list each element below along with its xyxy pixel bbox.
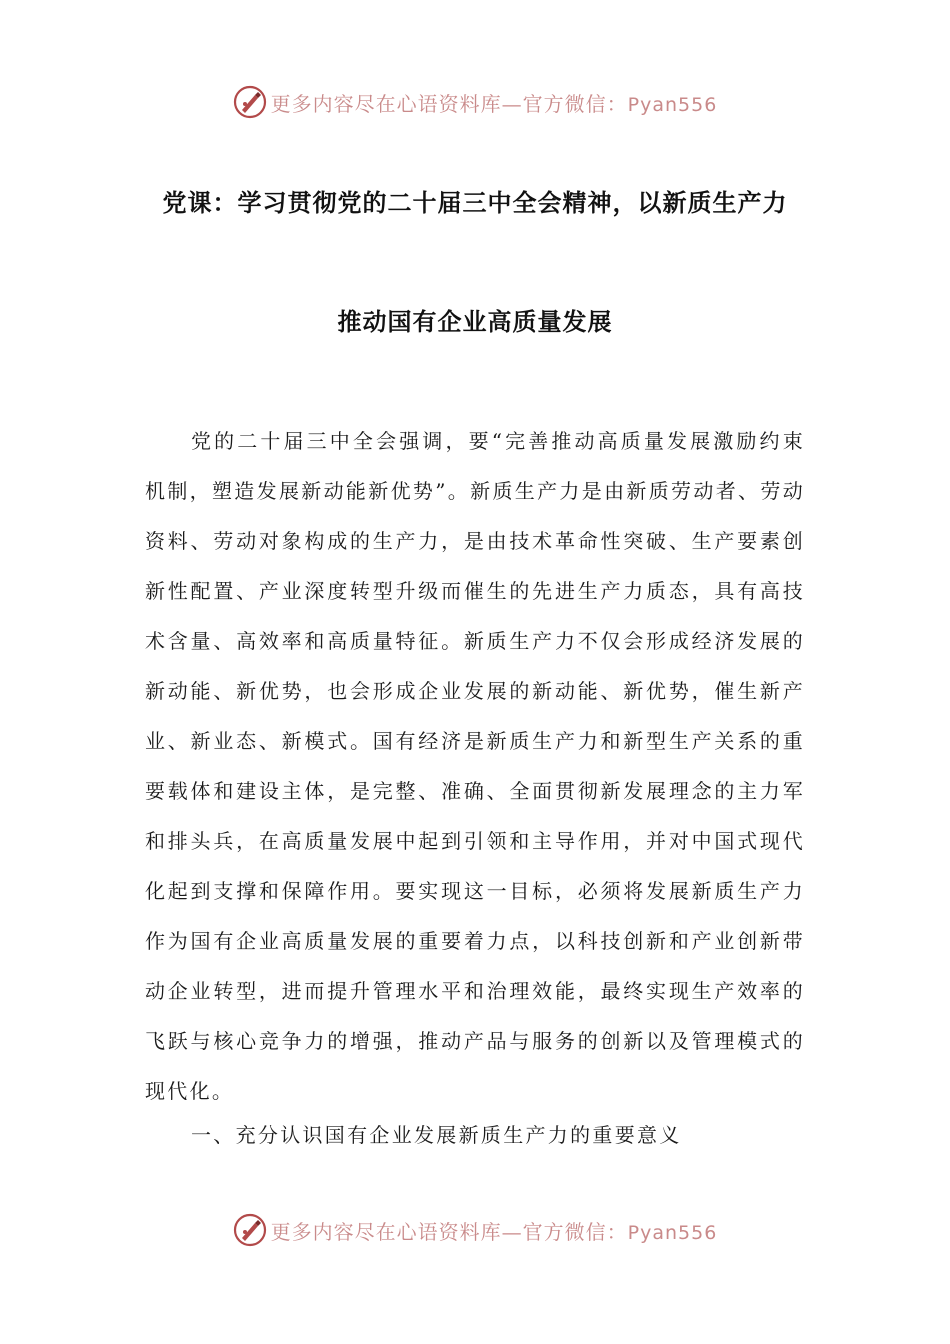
watermark-banner-bottom — [0, 1210, 950, 1250]
watermark-banner-top — [0, 82, 950, 122]
document-title-line-1: 党课：学习贯彻党的二十届三中全会精神，以新质生产力 — [162, 189, 788, 217]
section-heading: 一、充分认识国有企业发展新质生产力的重要意义 — [191, 1123, 682, 1147]
pen-logo-icon — [233, 1213, 267, 1247]
document-title-line-2: 推动国有企业高质量发展 — [337, 308, 613, 336]
pen-logo-icon — [233, 85, 267, 119]
watermark-text: 更多内容尽在心语资料库—官方微信：Pyan556 — [270, 1219, 718, 1244]
watermark-text: 更多内容尽在心语资料库—官方微信：Pyan556 — [270, 91, 718, 116]
body-paragraph: 党的二十届三中全会强调，要“完善推动高质量发展激励约束机制，塑造发展新动能新优势”。新质生产力是由新质劳动者、劳动资料、劳动对象构成的生产力，是由技术革命性突破、生产要素创新性配置、产业深度转型升级而催生的先进生产力质态，具有高技术含量、高效率和高质量特征。新质生产力不仅会形成经济发展的新动能、新优势，也会形成企业发展的新动能、新优势，催生新产业、新业态、新模式。国有经济是新质生产力和新型生产关系的重要载体和建设主体，是完整、准确、全面贯彻新发展理念的主力军和排头兵，在高质量发展中起到引领和主导作用，并对中国式现代化起到支撑和保障作用。要实现这一目标，必须将发展新质生产力作为国有企业高质量发展的重要着力点，以科技创新和产业创新带动企业转型，进而提升管理水平和治理效能，最终实现生产效率的飞跃与核心竞争力的增强，推动产品与服务的创新以及管理模式的现代化。 — [145, 429, 805, 1103]
